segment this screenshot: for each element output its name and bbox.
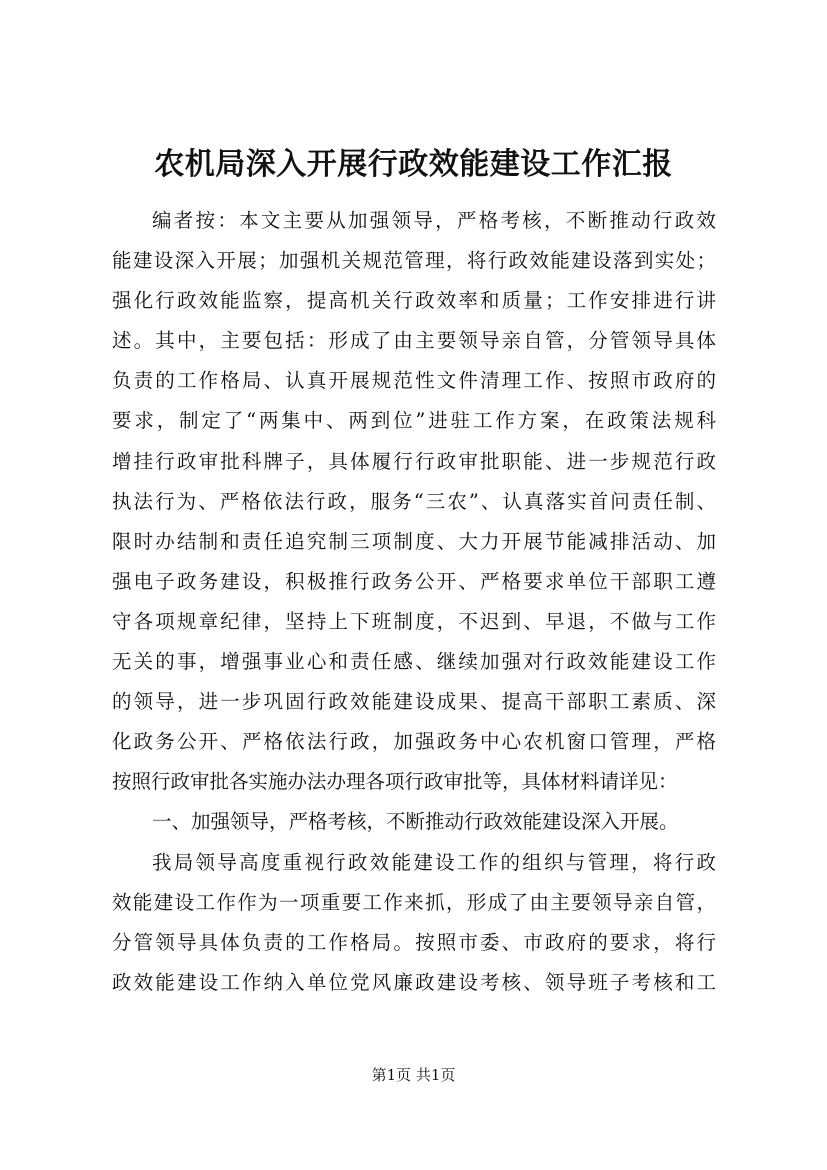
body-line: 增挂行政审批科牌子，具体履行行政审批职能、进一步规范行政: [112, 449, 716, 473]
body-line: 强化行政效能监察，提高机关行政效率和质量；工作安排进行讲: [112, 289, 716, 313]
body-line: 执法行为、严格依法行政，服务“三农”、认真落实首问责任制、: [112, 489, 716, 513]
body-line: 能建设深入开展；加强机关规范管理，将行政效能建设落到实处；: [112, 249, 716, 273]
body-line: 编者按：本文主要从加强领导，严格考核，不断推动行政效: [152, 209, 716, 232]
body-line: 化政务公开、严格依法行政，加强政务中心农机窗口管理，严格: [112, 730, 716, 754]
body-line: 无关的事，增强事业心和责任感、继续加强对行政效能建设工作: [112, 650, 716, 674]
document-title: 农机局深入开展行政效能建设工作汇报: [154, 147, 673, 182]
body-line: 述。其中，主要包括：形成了由主要领导亲自管，分管领导具体: [112, 329, 716, 353]
body-line: 我局领导高度重视行政效能建设工作的组织与管理，将行政: [152, 850, 716, 874]
body-line: 限时办结制和责任追究制三项制度、大力开展节能减排活动、加: [112, 529, 716, 553]
body-line: 守各项规章纪律，坚持上下班制度，不迟到、早退，不做与工作: [112, 609, 716, 633]
body-line: 强电子政务建设，积极推行政务公开、严格要求单位干部职工遵: [112, 569, 716, 593]
body-line: 的领导，进一步巩固行政效能建设成果、提高干部职工素质、深: [112, 690, 716, 714]
body-line: 按照行政审批各实施办法办理各项行政审批等，具体材料请详见：: [112, 770, 678, 794]
document-body: [112, 201, 716, 1003]
body-line: 分管领导具体负责的工作格局。按照市委、市政府的要求，将行: [112, 930, 716, 954]
body-line: 效能建设工作作为一项重要工作来抓，形成了由主要领导亲自管，: [112, 890, 716, 914]
page-footer: 第1页 共1页: [371, 1066, 456, 1084]
body-line: 负责的工作格局、认真开展规范性文件清理工作、按照市政府的: [112, 369, 716, 393]
body-line: 政效能建设工作纳入单位党风廉政建设考核、领导班子考核和工: [112, 970, 716, 994]
body-line: 一、加强领导，严格考核，不断推动行政效能建设深入开展。: [152, 810, 679, 834]
body-line: 要求，制定了“两集中、两到位”进驻工作方案，在政策法规科: [112, 409, 716, 433]
